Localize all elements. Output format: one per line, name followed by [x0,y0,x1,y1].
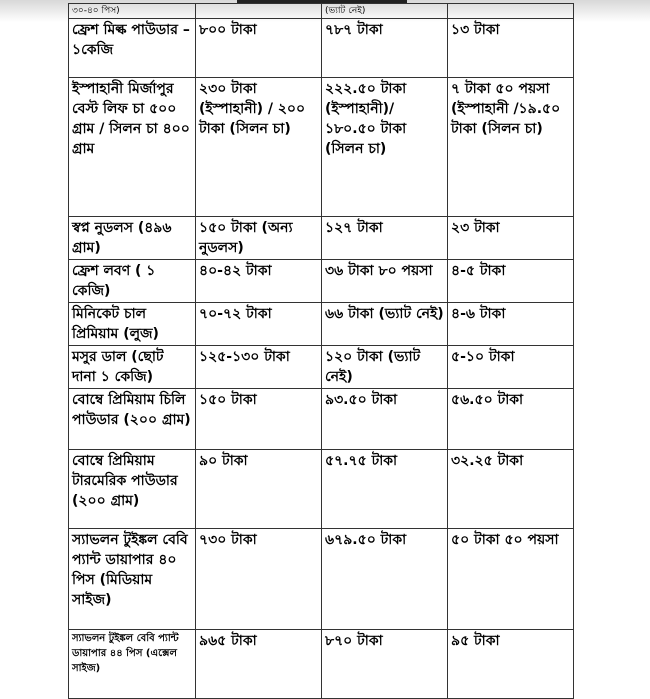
product-name-cell: ইস্পাহানী মির্জাপুর বেস্ট লিফ চা ৫০০ গ্রাম / সিলন চা ৪০০ গ্রাম [69,78,196,217]
savings-cell: ২৩ টাকা [448,217,574,260]
discount-price-cell: ৯৩.৫০ টাকা [322,389,448,450]
discount-price-cell: ৩৬ টাকা ৮০ পয়সা [322,260,448,303]
discount-price-cell: ৬৭৯.৫০ টাকা [322,529,448,630]
table-row [69,529,574,630]
savings-cell: ৩২.২৫ টাকা [448,450,574,529]
market-price-cell: ২৩০ টাকা (ইস্পাহানী) / ২০০ টাকা (সিলন চা) [196,78,322,217]
savings-cell: ৪-৬ টাকা [448,303,574,346]
product-name-cell: বোম্বে প্রিমিয়াম চিলি পাউডার (২০০ গ্রাম) [69,389,196,450]
discount-price-cell: ১২০ টাকা (ভ্যাট নেই) [322,346,448,389]
table-row [69,260,574,303]
product-name-cell: ৩০-৪০ পিস) [69,4,196,19]
product-name-cell: ফ্রেশ মিল্ক পাউডার – ১কেজি [69,19,196,78]
market-price-cell: ১২৫-১৩০ টাকা [196,346,322,389]
table-row [69,4,574,19]
table-row [69,346,574,389]
market-price-cell [196,4,322,19]
product-name-cell: মসুর ডাল (ছোট দানা ১ কেজি) [69,346,196,389]
discount-price-cell: (ভ্যাট নেই) [322,4,448,19]
product-name-cell: স্যাভলন টুইঙ্কল বেবি প্যান্ট ডায়াপার ৪৪ পিস (এক্সেল সাইজ) [69,630,196,699]
price-table [68,3,574,699]
product-name-cell: স্বপ্ন নুডলস (৪৯৬ গ্রাম) [69,217,196,260]
table-row [69,217,574,260]
savings-cell: ১৩ টাকা [448,19,574,78]
savings-cell: ৯৫ টাকা [448,630,574,699]
discount-price-cell: ১২৭ টাকা [322,217,448,260]
market-price-cell: ৯৬৫ টাকা [196,630,322,699]
market-price-cell: ১৫০ টাকা [196,389,322,450]
market-price-cell: ৭৩০ টাকা [196,529,322,630]
table-row [69,630,574,699]
product-name-cell: স্যাভলন টুইঙ্কল বেবি প্যান্ট ডায়াপার ৪০ পিস (মিডিয়াম সাইজ) [69,529,196,630]
table-row [69,450,574,529]
savings-cell: ৫৬.৫০ টাকা [448,389,574,450]
product-name-cell: বোম্বে প্রিমিয়াম টারমেরিক পাউডার (২০০ গ্রাম) [69,450,196,529]
savings-cell: ৫০ টাকা ৫০ পয়সা [448,529,574,630]
product-name-cell: ফ্রেশ লবণ ( ১ কেজি) [69,260,196,303]
market-price-cell: ৪০-৪২ টাকা [196,260,322,303]
product-name-cell: মিনিকেট চাল প্রিমিয়াম (লুজ) [69,303,196,346]
savings-cell: ৫-১০ টাকা [448,346,574,389]
market-price-cell: ৯০ টাকা [196,450,322,529]
table-row [69,303,574,346]
discount-price-cell: ৮৭০ টাকা [322,630,448,699]
market-price-cell: ১৫০ টাকা (অন্য নুডলস) [196,217,322,260]
discount-price-cell: ৬৬ টাকা (ভ্যাট নেই) [322,303,448,346]
market-price-cell: ৮০০ টাকা [196,19,322,78]
savings-cell [448,4,574,19]
table-row [69,78,574,217]
discount-price-cell: ৭৮৭ টাকা [322,19,448,78]
table-row [69,389,574,450]
discount-price-cell: ৫৭.৭৫ টাকা [322,450,448,529]
market-price-cell: ৭০-৭২ টাকা [196,303,322,346]
savings-cell: ৪-৫ টাকা [448,260,574,303]
table-row [69,19,574,78]
savings-cell: ৭ টাকা ৫০ পয়সা (ইস্পাহানী /১৯.৫০ টাকা (সিলন চা) [448,78,574,217]
discount-price-cell: ২২২.৫০ টাকা (ইস্পাহানী)/ ১৮০.৫০ টাকা (সিলন চা) [322,78,448,217]
